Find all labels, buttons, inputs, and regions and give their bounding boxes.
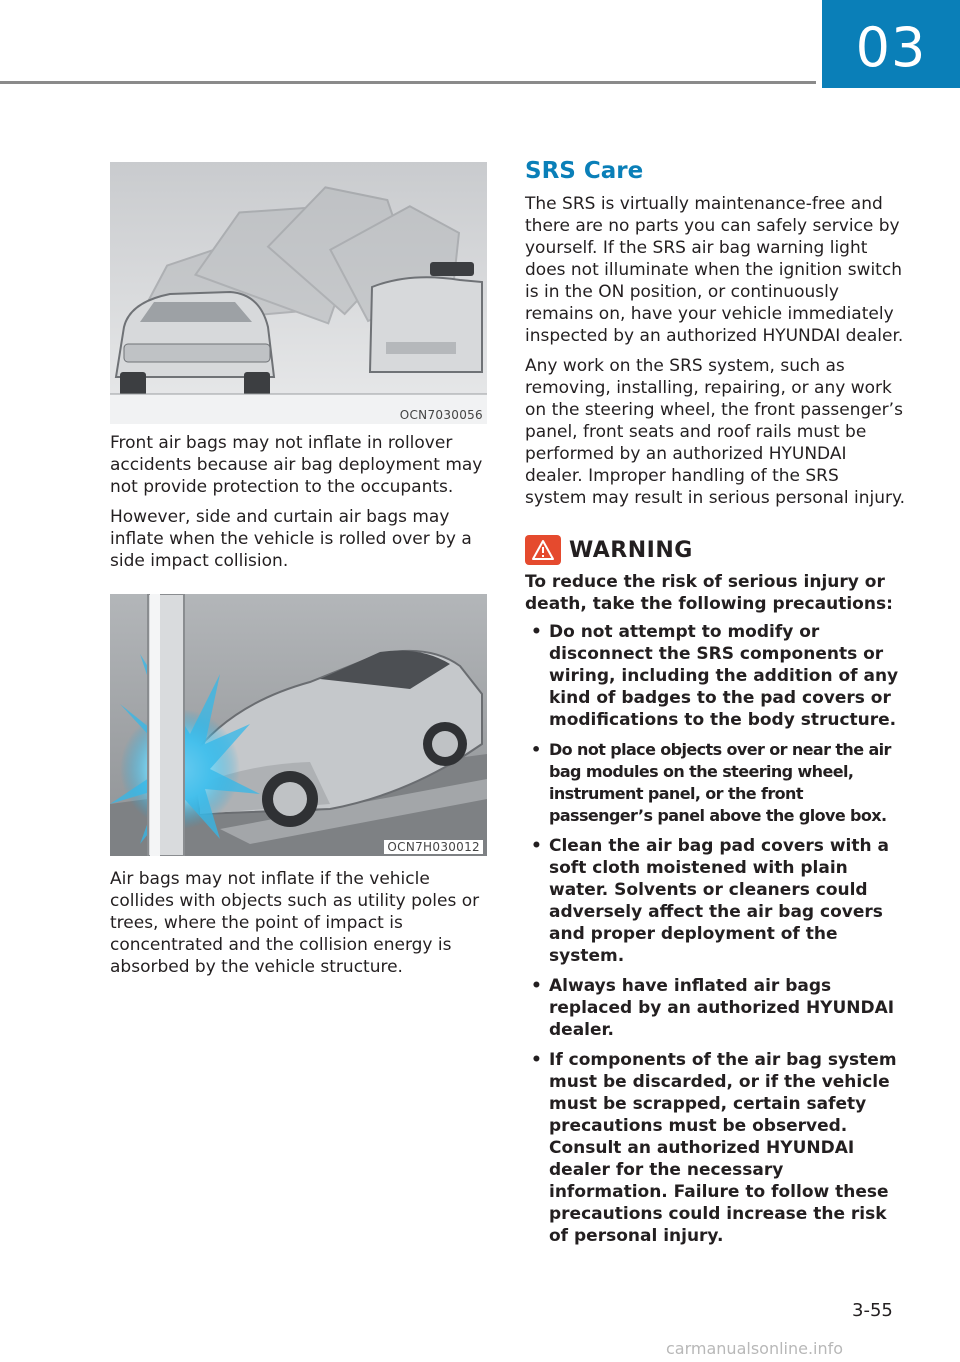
paragraph: Air bags may not inflate if the vehicle collides with objects such as utility poles or trees, where the point of impact is concentrated and the collision energy is absorbed by the vehicle structure. (110, 869, 480, 977)
pole-impact-illustration (110, 594, 487, 856)
list-item: • Always have inflated air bags replaced by an authorized HYUNDAI dealer. (531, 976, 895, 1040)
bullet: • (531, 976, 542, 996)
warning-body (525, 571, 905, 1247)
bullet: • (531, 622, 542, 642)
chapter-tab: 03 (822, 0, 960, 88)
list-item: • Clean the air bag pad covers with a soft cloth moistened with plain water. Solvents or cleaners could adversely affect the air bag covers and proper deployment of the system. (531, 836, 889, 966)
warning-lead: To reduce the risk of serious injury or death, take the following precautions: (525, 572, 893, 614)
left-column (110, 162, 488, 986)
page-number: 3-55 (852, 1300, 893, 1321)
figure-code: OCN7030056 (399, 408, 483, 422)
pole-impact-car-drawing (110, 594, 487, 856)
left-text-block-1 (110, 432, 488, 572)
watermark[interactable]: carmanualsonline.info (666, 1339, 844, 1358)
figure-code: OCN7H030012 (384, 840, 483, 854)
left-text-block-2 (110, 868, 488, 978)
srs-care-text (525, 193, 905, 509)
bullet: • (531, 1050, 542, 1070)
header-rule (0, 81, 816, 84)
bullet: • (531, 836, 542, 856)
list-item: • If components of the air bag system must be discarded, or if the vehicle must be scrapped, certain safety precautions must be observed. Consult an authorized HYUNDAI dealer for the necessary information. Failure to follow these precautions could increase the risk of personal injury. (531, 1050, 897, 1246)
list-item: • Do not attempt to modify or disconnect the SRS components or wiring, including the addition of any kind of badges to the pad covers or modifications to the body structure. (531, 622, 899, 730)
section-heading: SRS Care (525, 158, 644, 184)
bullet: • (531, 740, 541, 759)
warning-header (525, 535, 905, 565)
rollover-car-drawing (110, 162, 487, 424)
rollover-illustration (110, 162, 487, 424)
right-column (525, 158, 905, 1255)
paragraph: Front air bags may not inflate in rollover accidents because air bag deployment may not provide protection to the occupants. (110, 433, 483, 497)
warning-triangle-icon (525, 535, 561, 565)
warning-list (525, 621, 905, 1247)
paragraph: Any work on the SRS system, such as removing, installing, repairing, or any work on the steering wheel, the front passenger’s panel, front seats and roof rails must be performed by an authorized HYUNDAI dealer. Improper handling of the SRS system may result in serious personal injury. (525, 356, 906, 508)
list-item: • Do not place objects over or near the air bag modules on the steering wheel, instrument panel, or the front passenger’s panel above the glove box. (531, 740, 891, 825)
warning-title: WARNING (569, 537, 693, 563)
paragraph: However, side and curtain air bags may inflate when the vehicle is rolled over by a side impact collision. (110, 507, 472, 571)
paragraph: The SRS is virtually maintenance-free and there are no parts you can safely service by yourself. If the SRS air bag warning light does not illuminate when the ignition switch is in the ON position, or continuously remains on, have your vehicle immediately inspected by an authorized HYUNDAI dealer. (525, 194, 904, 346)
